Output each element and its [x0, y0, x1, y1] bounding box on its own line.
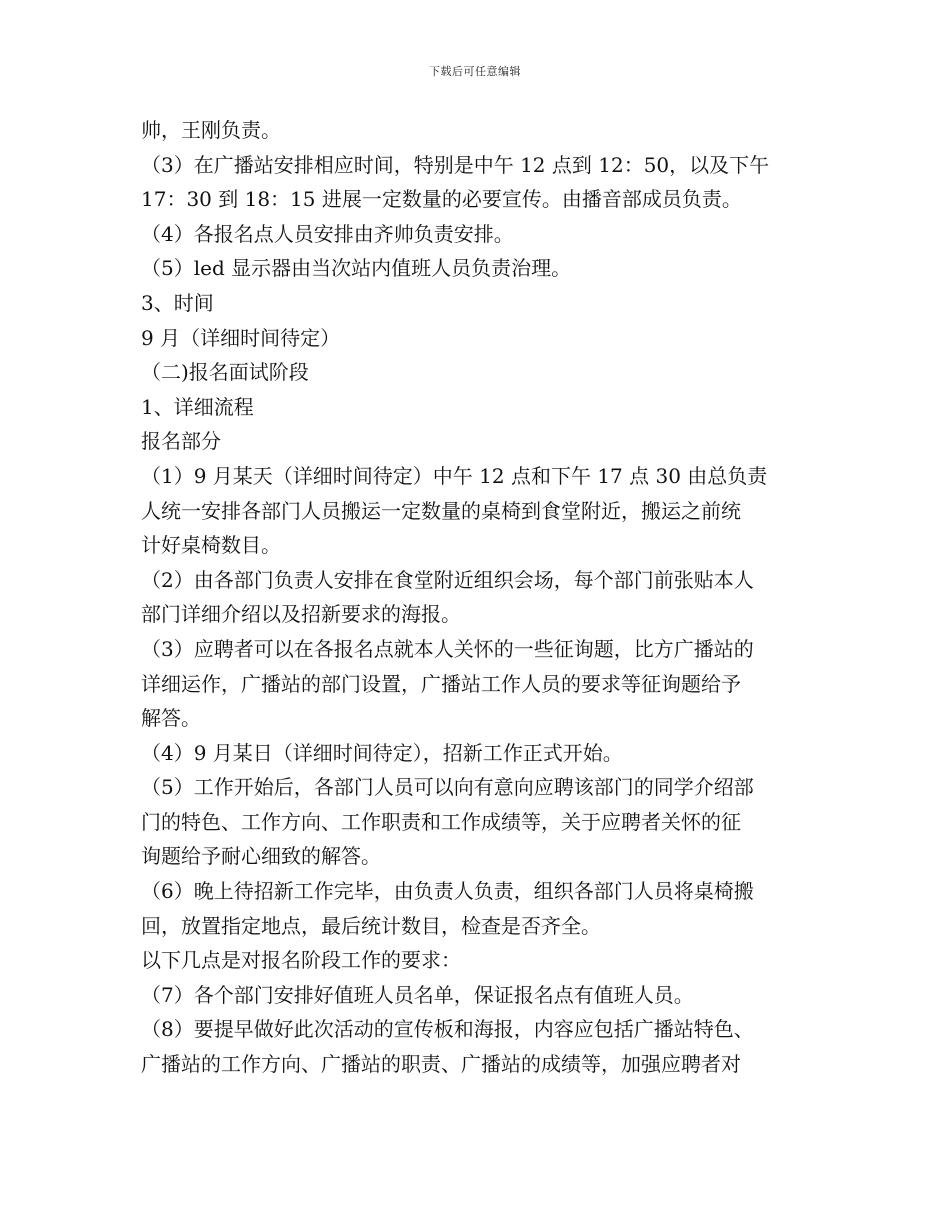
text-line: （4）各报名点人员安排由齐帅负责安排。 [141, 221, 514, 246]
section-heading: 3、时间 [141, 290, 214, 315]
text-line: （3）应聘者可以在各报名点就本人关怀的一些征询题，比方广播站的 [141, 636, 754, 661]
text-line: （1）9 月某天（详细时间待定）中午 12 点和下午 17 点 30 由总负责 [141, 463, 768, 488]
text-line: 解答。 [141, 706, 201, 731]
text-line: （5）led 显示器由当次站内值班人员负责治理。 [141, 256, 572, 281]
text-line: （2）由各部门负责人安排在食堂附近组织会场，每个部门前张贴本人 [141, 567, 754, 592]
document-body [141, 113, 813, 1082]
text-line: 回，放置指定地点，最后统计数目，检查是否齐全。 [141, 913, 601, 938]
text-line: 广播站的工作方向、广播站的职责、广播站的成绩等，加强应聘者对 [141, 1052, 741, 1077]
section-heading: 1、详细流程 [141, 394, 254, 419]
text-line: 部门详细介绍以及招新要求的海报。 [141, 602, 461, 627]
text-line: 计好桌椅数目。 [141, 533, 281, 558]
text-line: （5）工作开始后，各部门人员可以向有意向应聘该部门的同学介绍部 [141, 775, 754, 800]
text-line: （8）要提早做好此次活动的宣传板和海报，内容应包括广播站特色、 [141, 1017, 754, 1042]
text-line: （6）晚上待招新工作完毕，由负责人负责，组织各部门人员将桌椅搬 [141, 879, 754, 904]
page-header: 下载后可任意编辑 [429, 65, 521, 78]
text-line: （3）在广播站安排相应时间，特别是中午 12 点到 12：50，以及下午 [141, 152, 770, 177]
text-line: 询题给予耐心细致的解答。 [141, 844, 381, 869]
subsection-heading: 报名部分 [141, 429, 221, 454]
text-line: 以下几点是对报名阶段工作的要求： [141, 948, 461, 973]
text-line: （7）各个部门安排好值班人员名单，保证报名点有值班人员。 [141, 982, 694, 1007]
text-line: 9 月（详细时间待定） [141, 325, 341, 350]
text-line: 17：30 到 18：15 进展一定数量的必要宣传。由播音部成员负责。 [141, 187, 742, 212]
text-line: （4）9 月某日（详细时间待定），招新工作正式开始。 [141, 740, 623, 765]
text-line: 人统一安排各部门人员搬运一定数量的桌椅到食堂附近，搬运之前统 [141, 498, 741, 523]
section-heading: （二)报名面试阶段 [141, 360, 309, 385]
text-line: 门的特色、工作方向、工作职责和工作成绩等，关于应聘者关怀的征 [141, 809, 741, 834]
text-line: 详细运作，广播站的部门设置，广播站工作人员的要求等征询题给予 [141, 671, 741, 696]
text-line: 帅，王刚负责。 [141, 118, 281, 142]
